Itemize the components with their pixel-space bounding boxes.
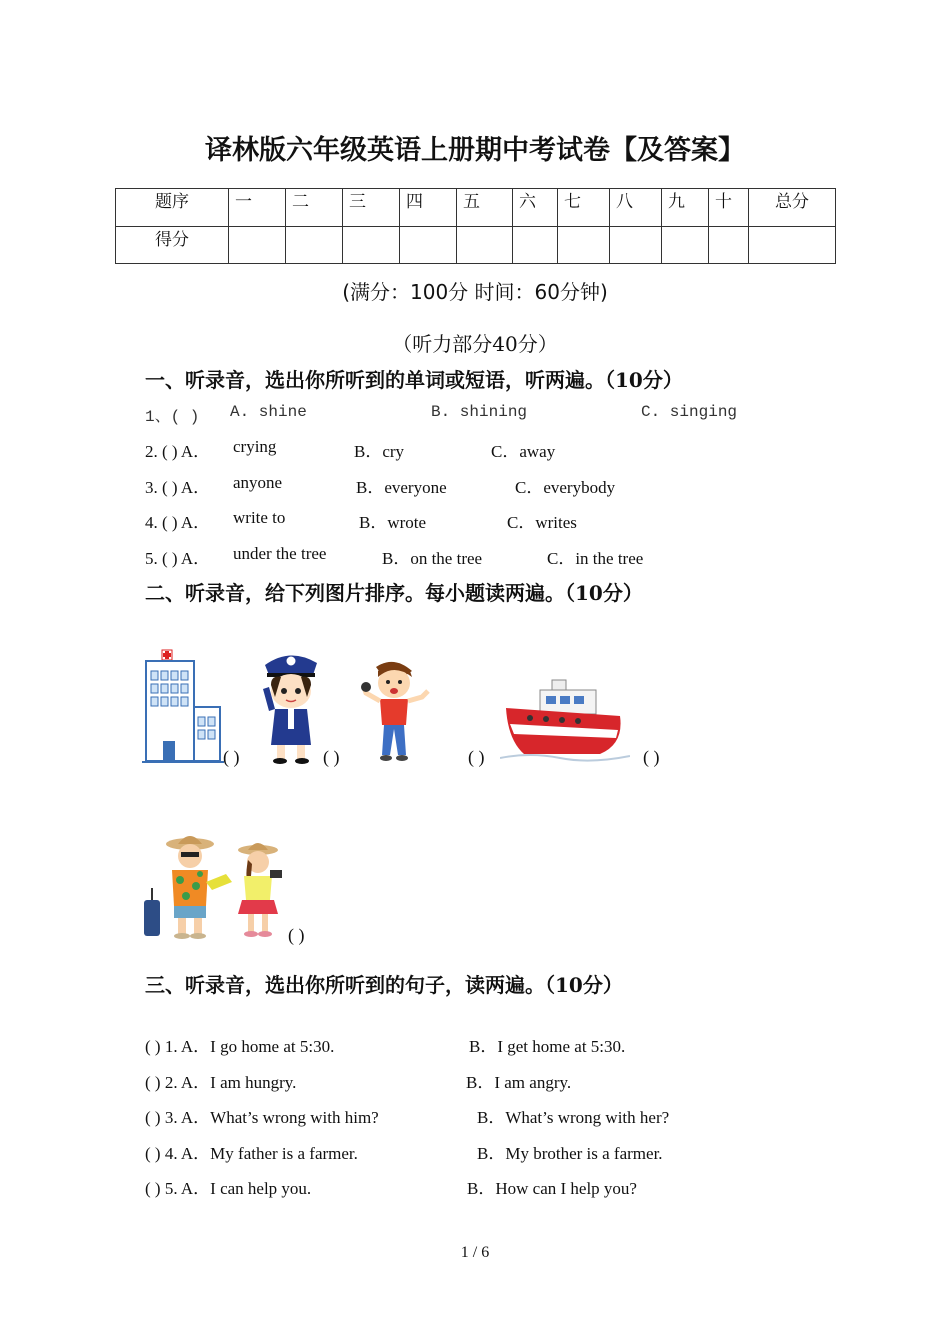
q5-option-a: under the tree [233, 544, 327, 563]
score-header-cell: 三 [343, 189, 400, 227]
score-table-header-row [116, 189, 836, 227]
picture-answer-blank[interactable]: ( ) [323, 747, 340, 767]
q3-option-a: anyone [233, 473, 283, 492]
q5-option-c: C．in the tree [547, 549, 644, 568]
q1-option-a: A. shine [230, 403, 307, 421]
score-table-score-row [116, 226, 836, 264]
page-title: 译林版六年级英语上册期中考试卷【及答案】 [205, 135, 745, 166]
score-cell[interactable] [343, 226, 400, 264]
boat-icon [500, 668, 630, 764]
score-cell[interactable] [286, 226, 343, 264]
score-header-cell: 九 [662, 189, 709, 227]
picture-answer-blank[interactable]: ( ) [288, 925, 305, 945]
q2-number: 2. ( ) A． [145, 442, 211, 461]
s3-item-4-option-b: B．My brother is a farmer. [477, 1144, 663, 1163]
score-table [115, 188, 836, 264]
police-officer-icon [255, 645, 325, 765]
listening-part-label: （听力部分40分） [392, 332, 558, 356]
score-cell[interactable] [662, 226, 709, 264]
score-header-cell: 二 [286, 189, 343, 227]
score-cell[interactable] [709, 226, 749, 264]
score-header-cell: 八 [610, 189, 662, 227]
score-cell[interactable] [400, 226, 457, 264]
q4-option-b: B．wrote [359, 513, 427, 532]
section3-heading: 三、听录音，选出你所听到的句子，读两遍。（10分） [145, 973, 623, 997]
score-header-cell: 七 [558, 189, 610, 227]
q5-option-b: B．on the tree [382, 549, 483, 568]
s3-item-3-option-b: B．What’s wrong with her? [477, 1108, 670, 1127]
score-cell[interactable] [558, 226, 610, 264]
s3-item-3: ( ) 3. A．What’s wrong with him? [145, 1108, 379, 1127]
q5-number: 5. ( ) A． [145, 549, 211, 568]
q3-option-c: C．everybody [515, 478, 616, 497]
q1-option-b: B. shining [431, 403, 528, 421]
picture-answer-blank[interactable]: ( ) [643, 747, 660, 767]
score-cell[interactable] [749, 226, 836, 264]
s3-item-2: ( ) 2. A．I am hungry. [145, 1073, 297, 1092]
section2-heading: 二、听录音，给下列图片排序。每小题读两遍。（10分） [145, 581, 643, 605]
score-header-cell: 六 [513, 189, 558, 227]
singing-boy-icon [356, 657, 432, 763]
score-header-cell: 一 [229, 189, 286, 227]
score-header-cell: 五 [457, 189, 513, 227]
q1-option-c: C. singing [641, 403, 738, 421]
exam-info: (满分：100分 时间：60分钟) [342, 280, 608, 304]
score-header-cell: 总分 [749, 189, 836, 227]
s3-item-4: ( ) 4. A．My father is a farmer. [145, 1144, 358, 1163]
score-cell[interactable] [610, 226, 662, 264]
score-header-cell: 四 [400, 189, 457, 227]
q3-option-b: B．everyone [356, 478, 447, 497]
s3-item-1: ( ) 1. A．I go home at 5:30. [145, 1037, 335, 1056]
score-header-cell: 十 [709, 189, 749, 227]
section1-heading: 一、听录音，选出你所听到的单词或短语，听两遍。（10分） [145, 368, 683, 392]
score-header-cell: 题序 [116, 189, 229, 227]
q4-option-c: C．writes [507, 513, 577, 532]
q2-option-b: B．cry [354, 442, 405, 461]
q4-number: 4. ( ) A． [145, 513, 211, 532]
s3-item-5-option-b: B．How can I help you? [467, 1179, 637, 1198]
travelers-icon [140, 830, 290, 942]
score-row-label: 得分 [116, 226, 229, 264]
page-number: 1 / 6 [460, 1244, 490, 1261]
picture-answer-blank[interactable]: ( ) [223, 747, 240, 767]
picture-answer-blank[interactable]: ( ) [468, 747, 485, 767]
s3-item-1-option-b: B．I get home at 5:30. [469, 1037, 626, 1056]
hospital-icon [142, 645, 224, 765]
q2-option-c: C．away [491, 442, 556, 461]
q3-number: 3. ( ) A． [145, 478, 211, 497]
s3-item-2-option-b: B．I am angry. [466, 1073, 572, 1092]
q2-option-a: crying [233, 437, 277, 456]
q4-option-a: write to [233, 508, 286, 527]
score-cell[interactable] [513, 226, 558, 264]
score-cell[interactable] [457, 226, 513, 264]
s3-item-5: ( ) 5. A．I can help you. [145, 1179, 312, 1198]
q1-number: 1、( ) [145, 408, 200, 426]
score-cell[interactable] [229, 226, 286, 264]
